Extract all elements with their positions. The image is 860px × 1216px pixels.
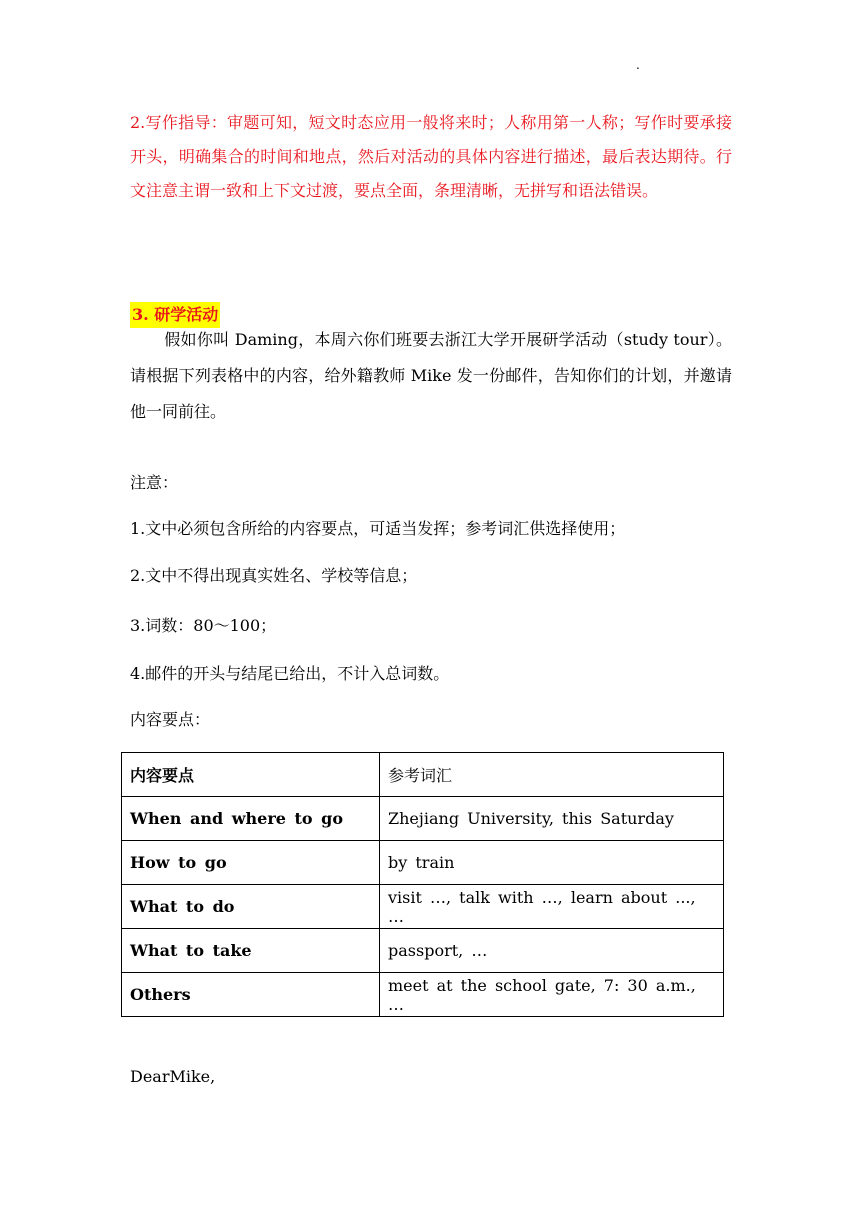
table-cell-point: When and where to go (122, 797, 380, 841)
table-row (122, 929, 724, 973)
writing-guide-paragraph: 2.写作指导：审题可知，短文时态应用一般将来时；人称用第一人称；写作时要承接开头，明确集合的时间和地点，然后对活动的具体内容进行描述，最后表达期待。行文注意主谓一致和上下文过渡，要点全面，条理清晰，无拼写和语法错误。 (130, 113, 732, 200)
section-heading: 3. 研学活动 (130, 302, 220, 328)
table-cell-vocab: Zhejiang University, this Saturday (380, 797, 724, 841)
table-cell-point: How to go (122, 841, 380, 885)
table-cell-vocab: visit …, talk with …, learn about ..., … (380, 885, 724, 929)
content-points-label: 内容要点： (130, 710, 211, 729)
table-header-cell: 参考词汇 (380, 753, 724, 797)
table-cell-point: What to take (122, 929, 380, 973)
table-cell-vocab: by train (380, 841, 724, 885)
notes-title: 注意： (130, 473, 179, 492)
prompt-paragraph (130, 322, 732, 430)
page-dot: . (636, 58, 640, 72)
letter-greeting: DearMike, (130, 1067, 216, 1086)
table-cell-point: What to do (122, 885, 380, 929)
table-row (122, 885, 724, 929)
table-row (122, 797, 724, 841)
table-header-row (122, 753, 724, 797)
content-points-table (121, 752, 724, 1017)
table-row (122, 973, 724, 1017)
prompt-text: 假如你叫 Daming，本周六你们班要去浙江大学开展研学活动（study tour）。请根据下列表格中的内容，给外籍教师 Mike 发一份邮件，告知你们的计划，并邀请他一同前往。 (130, 330, 732, 421)
table-cell-point: Others (122, 973, 380, 1017)
note-item-2: 2.文中不得出现真实姓名、学校等信息； (130, 566, 418, 585)
note-item-3: 3.词数：80～100； (130, 616, 277, 635)
table-row (122, 841, 724, 885)
note-item-1: 1.文中必须包含所给的内容要点，可适当发挥；参考词汇供选择使用； (130, 519, 626, 538)
table-cell-vocab: passport, … (380, 929, 724, 973)
note-item-4: 4.邮件的开头与结尾已给出，不计入总词数。 (130, 664, 450, 683)
table-cell-vocab: meet at the school gate, 7: 30 a.m., … (380, 973, 724, 1017)
table-header-cell: 内容要点 (122, 753, 380, 797)
